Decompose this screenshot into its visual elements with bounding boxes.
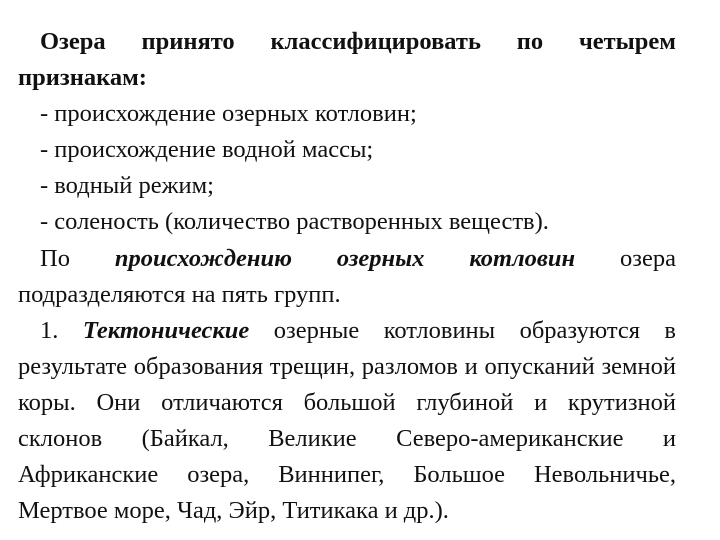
criterion-item: - происхождение водной массы; (40, 136, 374, 164)
tectonic-paragraph (18, 313, 676, 530)
origin-paragraph (18, 241, 676, 313)
group-term: Тектонические (82, 316, 250, 344)
group-number: 1. (40, 316, 83, 344)
group-text: озерные котловины образуются в результате образования трещин, разломов и опусканий земной коры. Они отличаются большой глубиной и крутизной склонов (Байкал, Великие Северо-американские и Африканские озера, Виннипег, Большое Невольничье, Мертвое море, Чад, Эйр, Титикака и др.). (18, 316, 676, 525)
slide-text (18, 24, 676, 529)
criterion-item: - соленость (количество растворенных веществ). (40, 208, 549, 236)
criterion-item: - водный режим; (40, 172, 214, 200)
origin-prefix: По (40, 244, 115, 272)
criterion-item: - происхождение озерных котловин; (40, 100, 417, 128)
intro-heading: Озера принято классифицировать по четырем признакам: (18, 28, 676, 92)
origin-emphasis: происхождению озерных котловин (114, 244, 576, 272)
origin-suffix: озера подразделяются на пять групп. (18, 244, 676, 308)
criteria-list (18, 96, 676, 240)
